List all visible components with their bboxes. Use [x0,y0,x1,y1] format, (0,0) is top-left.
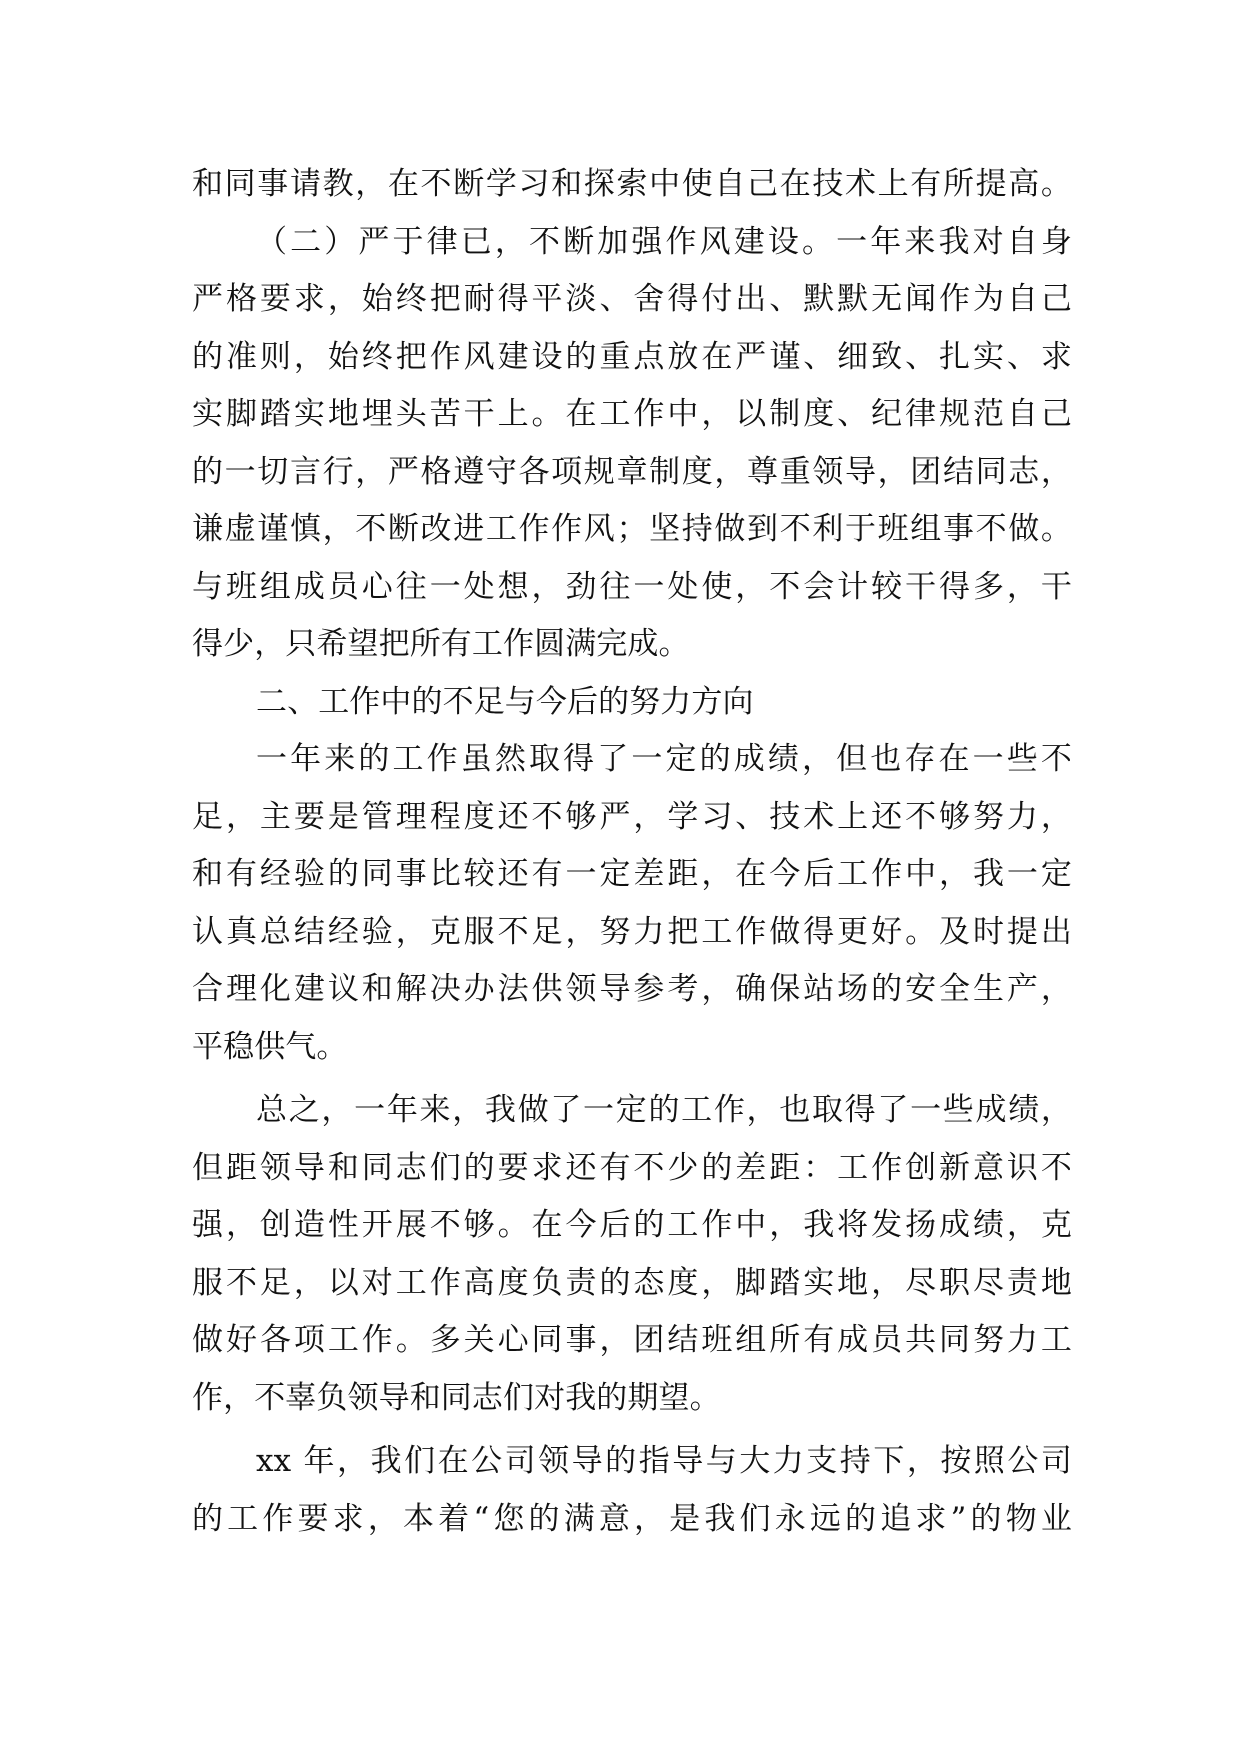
text-line: 二、工作中的不足与今后的努力方向 [256,683,754,720]
text-line: 实脚踏实地埋头苦干上。在工作中，以制度、纪律规范自己 [192,396,1072,432]
text-line: 与班组成员心往一处想，劲往一处使，不会计较干得多，干 [192,568,1072,605]
text-line: xx 年，我们在公司领导的指导与大力支持下，按照公司 [256,1443,1072,1479]
text-line: 强，创造性开展不够。在今后的工作中，我将发扬成绩，克 [192,1207,1072,1243]
text-line: 的准则，始终把作风建设的重点放在严谨、细致、扎实、求 [192,338,1072,375]
text-line: 谦虚谨慎，不断改进工作作风；坚持做到不利于班组事不做。 [192,511,1072,547]
text-line: 严格要求，始终把耐得平淡、舍得付出、默默无闻作为自己 [192,281,1072,317]
text-line: 足，主要是管理程度还不够严，学习、技术上还不够努力， [192,798,1072,835]
text-line: 平稳供气。 [192,1028,348,1065]
text-line: 和同事请教，在不断学习和探索中使自己在技术上有所提高。 [192,166,1072,202]
text-line: （二）严于律已，不断加强作风建设。一年来我对自身 [256,223,1072,260]
text-line: 合理化建议和解决办法供领导参考，确保站场的安全生产， [192,971,1072,1007]
text-line: 作，不辜负领导和同志们对我的期望。 [192,1379,721,1416]
text-line: 一年来的工作虽然取得了一定的成绩，但也存在一些不 [256,741,1072,777]
text-line: 但距领导和同志们的要求还有不少的差距：工作创新意识不 [192,1149,1072,1186]
text-line: 的一切言行，严格遵守各项规章制度，尊重领导，团结同志， [192,453,1072,490]
text-line: 认真总结经验，克服不足，努力把工作做得更好。及时提出 [192,913,1072,950]
document-body [192,156,1072,1548]
text-line: 和有经验的同事比较还有一定差距，在今后工作中，我一定 [192,856,1072,892]
text-line: 做好各项工作。多关心同事，团结班组所有成员共同努力工 [192,1322,1072,1358]
text-line: 的工作要求，本着“您的满意，是我们永远的追求”的物业 [192,1500,1072,1537]
text-line: 总之，一年来，我做了一定的工作，也取得了一些成绩， [256,1092,1072,1128]
text-line: 服不足，以对工作高度负责的态度，脚踏实地，尽职尽责地 [192,1264,1072,1301]
text-line: 得少，只希望把所有工作圆满完成。 [192,626,690,662]
